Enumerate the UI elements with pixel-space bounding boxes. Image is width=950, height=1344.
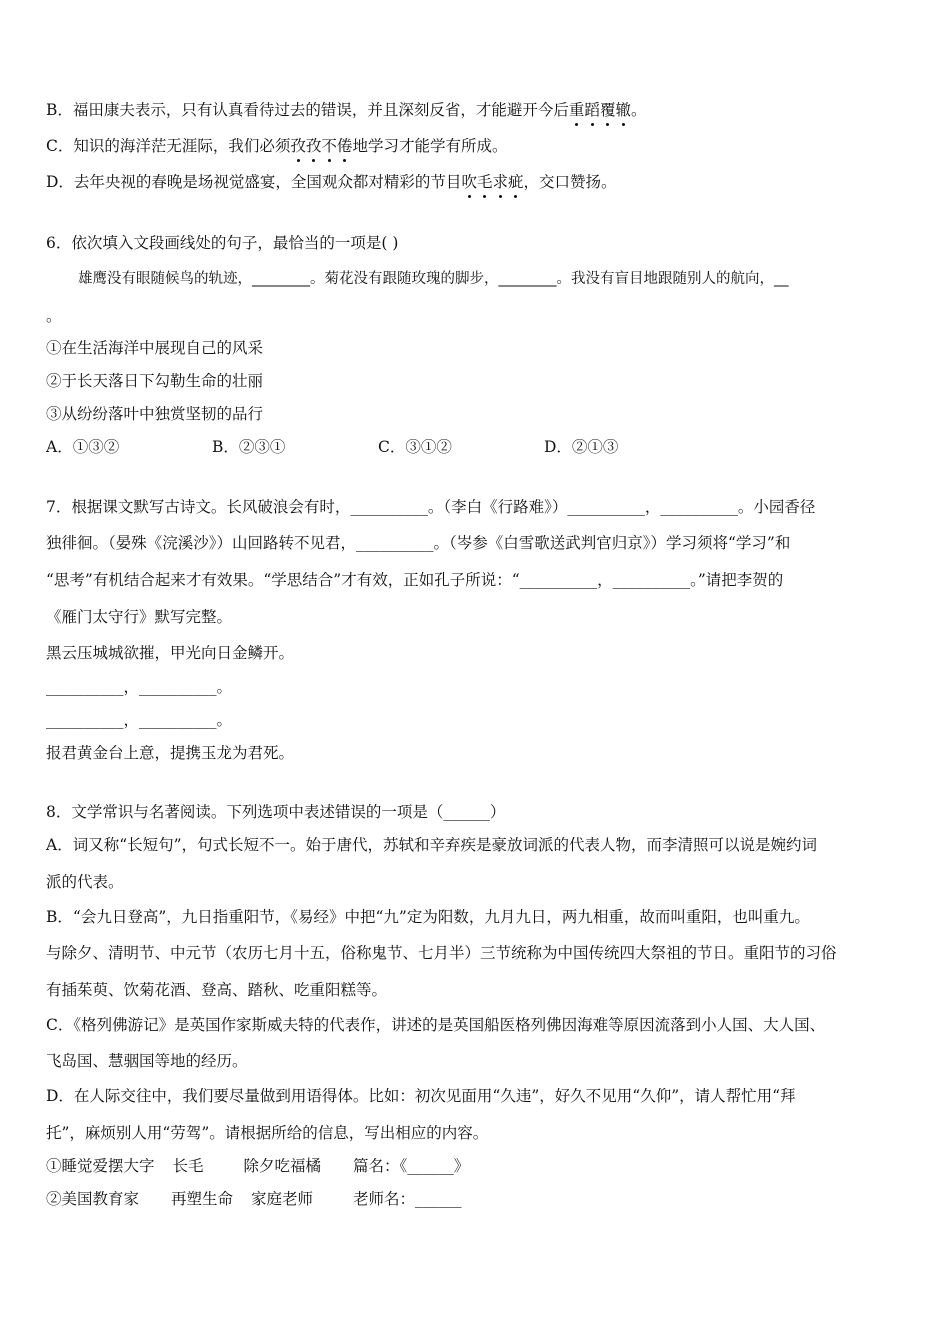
q8-line: 托”，麻烦别人用“劳驾”。请根据所给的信息，写出相应的内容。 — [46, 1124, 489, 1142]
emphasis-char: 辙 — [615, 101, 631, 119]
q8-line: A．词又称“长短句”，句式长短不一。始于唐代，苏轼和辛弃疾是豪放词派的代表人物，而李清照可以说是婉约词 — [46, 836, 818, 854]
q6-option-b: B．②③① — [212, 438, 286, 456]
q8-line: C．《格列佛游记》是英国作家斯威夫特的代表作，讲述的是英国船医格列佛因海难等原因流落到小人国、大人国、 — [46, 1016, 826, 1034]
q7-blank-line: __________，__________。 — [46, 678, 233, 696]
q5-option-b: B．福田康夫表示，只有认真看待过去的错误，并且深刻反省，才能避开今后重蹈覆辙。 — [46, 101, 647, 119]
emphasis-char: 蹈 — [584, 101, 600, 119]
q8-line: 派的代表。 — [46, 873, 124, 891]
q6-item: ③从纷纷落叶中独赏坚韧的品行 — [46, 405, 264, 423]
q8-stem: 8．文学常识与名著阅读。下列选项中表述错误的一项是（______） — [46, 803, 506, 821]
emphasis-char: 毛 — [476, 173, 493, 191]
q6-option-d: D．②①③ — [544, 438, 619, 456]
emphasis-char: 求 — [492, 173, 508, 191]
q7-line: 黑云压城城欲摧，甲光向日金鳞开。 — [46, 644, 295, 662]
q6-passage-end: 。 — [46, 307, 62, 325]
q8-row-2: ②美国教育家 再塑生命 家庭老师 老师名：______ — [46, 1190, 462, 1208]
q7-line: 独徘徊。（晏殊《浣溪沙》）山回路转不见君，__________。（岑参《白雪歌送武判官归京》）学习须将“学习”和 — [46, 534, 791, 552]
q8-line: 与除夕、清明节、中元节（农历七月十五，俗称鬼节、七月半）三节统称为中国传统四大祭祖的节日。重阳节的习俗 — [46, 944, 837, 962]
q8-line: B．“会九日登高”，九日指重阳节，《易经》中把“九”定为阳数，九月九日，两九相重，故而叫重阳，也叫重九。 — [46, 908, 810, 926]
emphasis-char: 不 — [321, 137, 337, 155]
q6-item: ②于长天落日下勾勒生命的壮丽 — [46, 372, 264, 390]
q7-line: 7．根据课文默写古诗文。长风破浪会有时，__________。（李白《行路难》）__________，__________。小园香径 — [46, 498, 816, 516]
emphasis-char: 倦 — [336, 137, 353, 155]
q6-options — [46, 436, 710, 458]
q6-option-a: A．①③② — [46, 438, 120, 456]
q7-line: “思考”有机结合起来才有效果。“学思结合”才有效，正如孔子所说：“__________，__________。”请把李贺的 — [46, 571, 784, 589]
q5-option-d: D．去年央视的春晚是场视觉盛宴，全国观众都对精彩的节目吹毛求疵，交口赞扬。 — [46, 173, 617, 191]
q8-line: 有插茱萸、饮菊花酒、登高、踏秋、吃重阳糕等。 — [46, 981, 388, 999]
q6-option-c: C．③①② — [378, 438, 452, 456]
q5-option-c: C．知识的海洋茫无涯际，我们必须孜孜不倦地学习才能学有所成。 — [46, 137, 508, 155]
q7-line: 《雁门太守行》默写完整。 — [46, 608, 233, 626]
emphasis-char: 吹 — [461, 173, 477, 191]
q7-blank-line: __________，__________。 — [46, 711, 233, 729]
title-blank: 篇名：《______》 — [353, 1157, 470, 1175]
q6-passage: 雄鹰没有眼随候鸟的轨迹，________。菊花没有跟随玫瑰的脚步，________。我没有盲目地跟随别人的航向，__ — [78, 271, 789, 287]
q6-stem: 6．依次填入文段画线处的句子，最恰当的一项是( ) — [46, 234, 399, 252]
teacher-name-blank: 老师名：______ — [353, 1190, 462, 1208]
emphasis-char: 孜 — [290, 137, 306, 155]
emphasis-char: 疵 — [507, 173, 524, 191]
q7-line: 报君黄金台上意，提携玉龙为君死。 — [46, 744, 295, 762]
emphasis-char: 孜 — [305, 137, 322, 155]
emphasis-char: 重 — [568, 101, 585, 119]
q8-line: 飞岛国、慧骃国等地的经历。 — [46, 1052, 248, 1070]
q8-line: D．在人际交往中，我们要尽量做到用语得体。比如：初次见面用“久违”，好久不见用“久仰”，请人帮忙用“拜 — [46, 1087, 796, 1105]
emphasis-char: 覆 — [599, 101, 616, 119]
q6-item: ①在生活海洋中展现自己的风采 — [46, 339, 264, 357]
q8-row-1: ①睡觉爱摆大字 长毛 除夕吃福橘 篇名：《______》 — [46, 1157, 470, 1175]
